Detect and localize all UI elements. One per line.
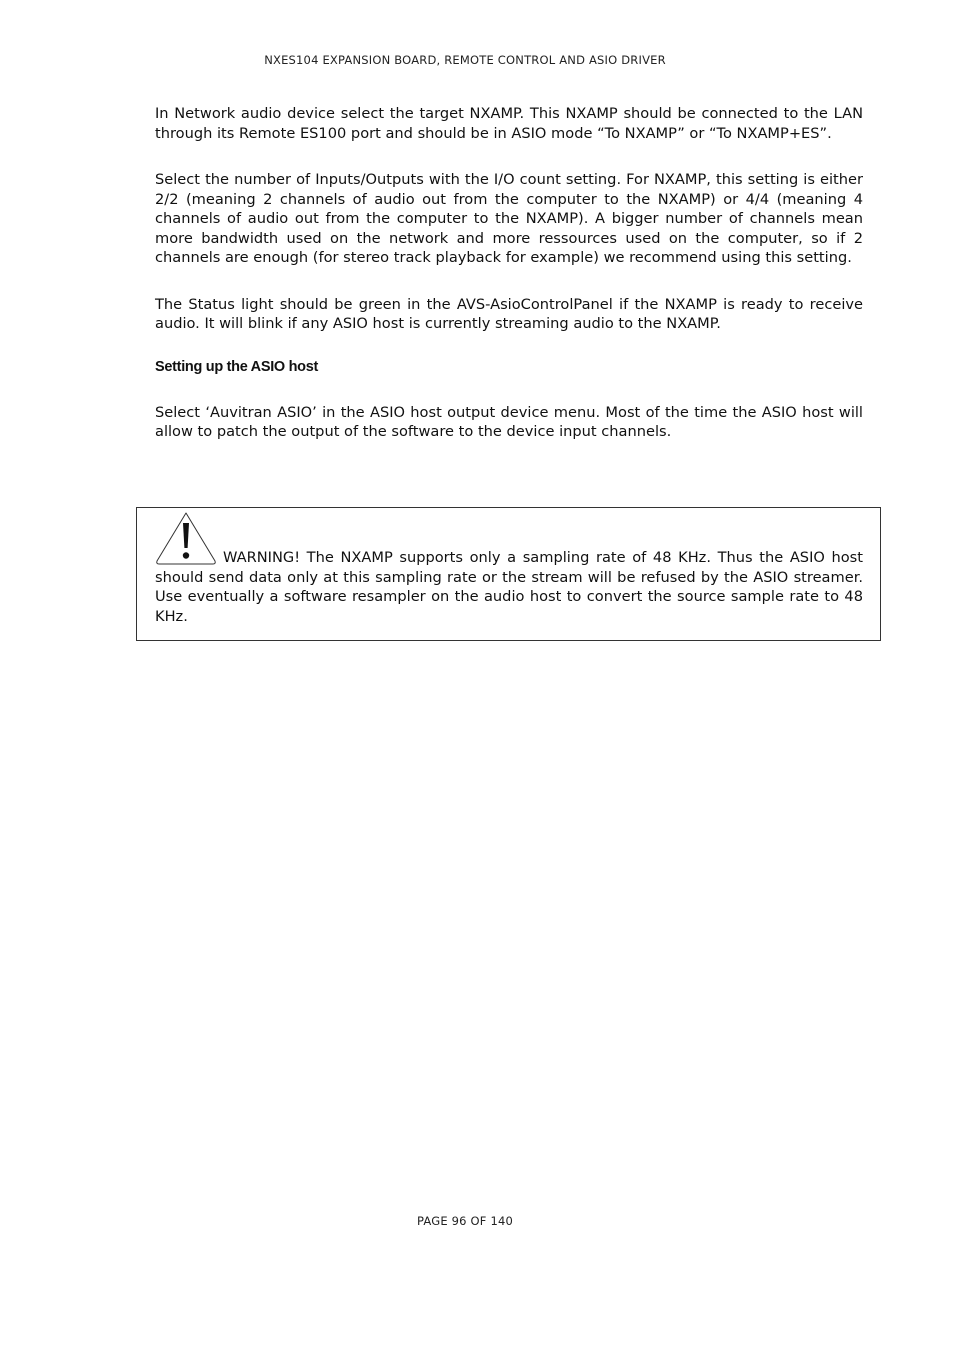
body-content (155, 104, 863, 442)
page-number: PAGE 96 OF 140 (416, 1214, 514, 1228)
warning-box (136, 507, 881, 641)
paragraph-asio-host: Select ‘Auvitran ASIO’ in the ASIO host output device menu. Most of the time the ASIO host will allow to patch the output of the software to the device input channels. (155, 403, 863, 440)
paragraph-io-count: Select the number of Inputs/Outputs with the I/O count setting. For NXAMP, this setting is either 2/2 (meaning 2 channels of audio out from the computer to the NXAMP) or 4/4 (meaning 4 channels of audio out from the computer to the NXAMP). A bigger number of channels mean more bandwidth used on the network and more ressources used on the computer, so if 2 channels are enough (for stereo track playback for example) we recommend using this setting. (155, 171, 863, 266)
running-header: NXES104 EXPANSION BOARD, REMOTE CONTROL AND ASIO DRIVER (264, 53, 666, 67)
warning-text: WARNING! The NXAMP supports only a sampling rate of 48 KHz. Thus the ASIO host should send data only at this sampling rate or the stream will be refused by the ASIO streamer. Use eventually a software resampler on the audio host to convert the source sample rate to 48 KHz. (155, 549, 863, 625)
section-heading: Setting up the ASIO host (155, 358, 319, 375)
paragraph-network-device: In Network audio device select the target NXAMP. This NXAMP should be connected to the LAN through its Remote ES100 port and should be in ASIO mode “To NXAMP” or “To NXAMP+ES”. (155, 105, 863, 142)
paragraph-status-light: The Status light should be green in the AVS-AsioControlPanel if the NXAMP is ready to receive audio. It will blink if any ASIO host is currently streaming audio to the NXAMP. (155, 295, 863, 332)
